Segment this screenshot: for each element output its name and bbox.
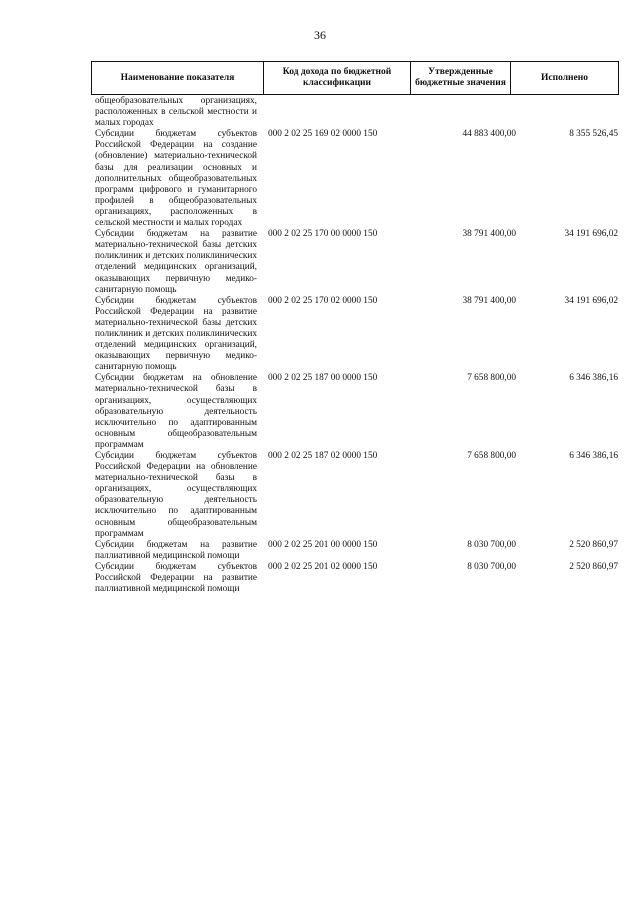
- header-code: Код дохода по бюджетной классификации: [263, 62, 410, 94]
- table-row: [95, 451, 620, 540]
- row-code: 000 2 02 25 170 00 0000 150: [268, 229, 378, 240]
- row-code: 000 2 02 25 201 02 0000 150: [268, 561, 378, 572]
- row-approved: 8 030 700,00: [467, 539, 516, 550]
- row-code: 000 2 02 25 187 00 0000 150: [268, 373, 378, 384]
- row-name: Субсидии бюджетам субъектов Российской Федерации на обновление материально-технической базы в организациях, осуществляющих образовательную деятельность исключительно по адаптированным основным общеобразовательным программам: [95, 451, 257, 539]
- table-row: [95, 229, 620, 296]
- row-name: Субсидии бюджетам субъектов Российской Федерации на развитие материально-технической базы детских поликлиник и детских поликлинических отделений медицинских организаций, оказывающих первичную медико-санитарную помощь: [95, 295, 257, 373]
- row-code: 000 2 02 25 170 02 0000 150: [268, 295, 378, 306]
- header-approved: Утвержденные бюджетные значения: [410, 62, 510, 94]
- row-approved: 38 791 400,00: [462, 295, 516, 306]
- row-approved: 7 658 800,00: [467, 373, 516, 384]
- table-body: [95, 96, 620, 595]
- row-executed: 34 191 696,02: [564, 229, 618, 240]
- row-executed: 2 520 860,97: [569, 561, 618, 572]
- table-row: [95, 96, 620, 129]
- row-name: Субсидии бюджетам на развитие паллиативной медицинской помощи: [95, 539, 257, 561]
- table-row: [95, 296, 620, 374]
- row-executed: 6 346 386,16: [569, 373, 618, 384]
- row-executed: 34 191 696,02: [564, 295, 618, 306]
- row-name: Субсидии бюджетам на обновление материально-технической базы в организациях, осуществляющих образовательную деятельность исключительно по адаптированным основным общеобразовательным программам: [95, 373, 257, 450]
- table-row: [95, 129, 620, 229]
- row-name: общеобразовательных организациях, расположенных в сельской местности и малых городах: [95, 96, 257, 129]
- page-number: 36: [314, 28, 326, 42]
- row-executed: 6 346 386,16: [569, 451, 618, 461]
- table-header: [91, 61, 619, 95]
- row-approved: 8 030 700,00: [467, 561, 516, 572]
- table-row: [95, 373, 620, 451]
- table-row: [95, 562, 620, 595]
- row-name: Субсидии бюджетам на развитие материально-технической базы детских поликлиник и детских поликлинических отделений медицинских организаций, оказывающих первичную медико-санитарную помощь: [95, 229, 257, 295]
- row-code: 000 2 02 25 169 02 0000 150: [268, 129, 378, 140]
- row-name: Субсидии бюджетам субъектов Российской Федерации на развитие паллиативной медицинской помощи: [95, 561, 257, 595]
- row-code: 000 2 02 25 187 02 0000 150: [268, 451, 378, 461]
- row-approved: 7 658 800,00: [467, 451, 516, 461]
- row-executed: 8 355 526,45: [569, 129, 618, 140]
- header-executed: Исполнено: [510, 62, 618, 94]
- header-name: Наименование показателя: [120, 72, 235, 83]
- row-code: 000 2 02 25 201 00 0000 150: [268, 539, 378, 550]
- table-row: [95, 540, 620, 562]
- row-name: Субсидии бюджетам субъектов Российской Федерации на создание (обновление) материально-технической базы для реализации основных и дополнительных общеобразовательных программ цифрового и гуманитарного профилей в общеобразовательных организациях, расположенных в сельской местности и малых городах: [95, 129, 257, 229]
- row-approved: 38 791 400,00: [462, 229, 516, 240]
- row-executed: 2 520 860,97: [569, 539, 618, 550]
- row-approved: 44 883 400,00: [462, 129, 516, 140]
